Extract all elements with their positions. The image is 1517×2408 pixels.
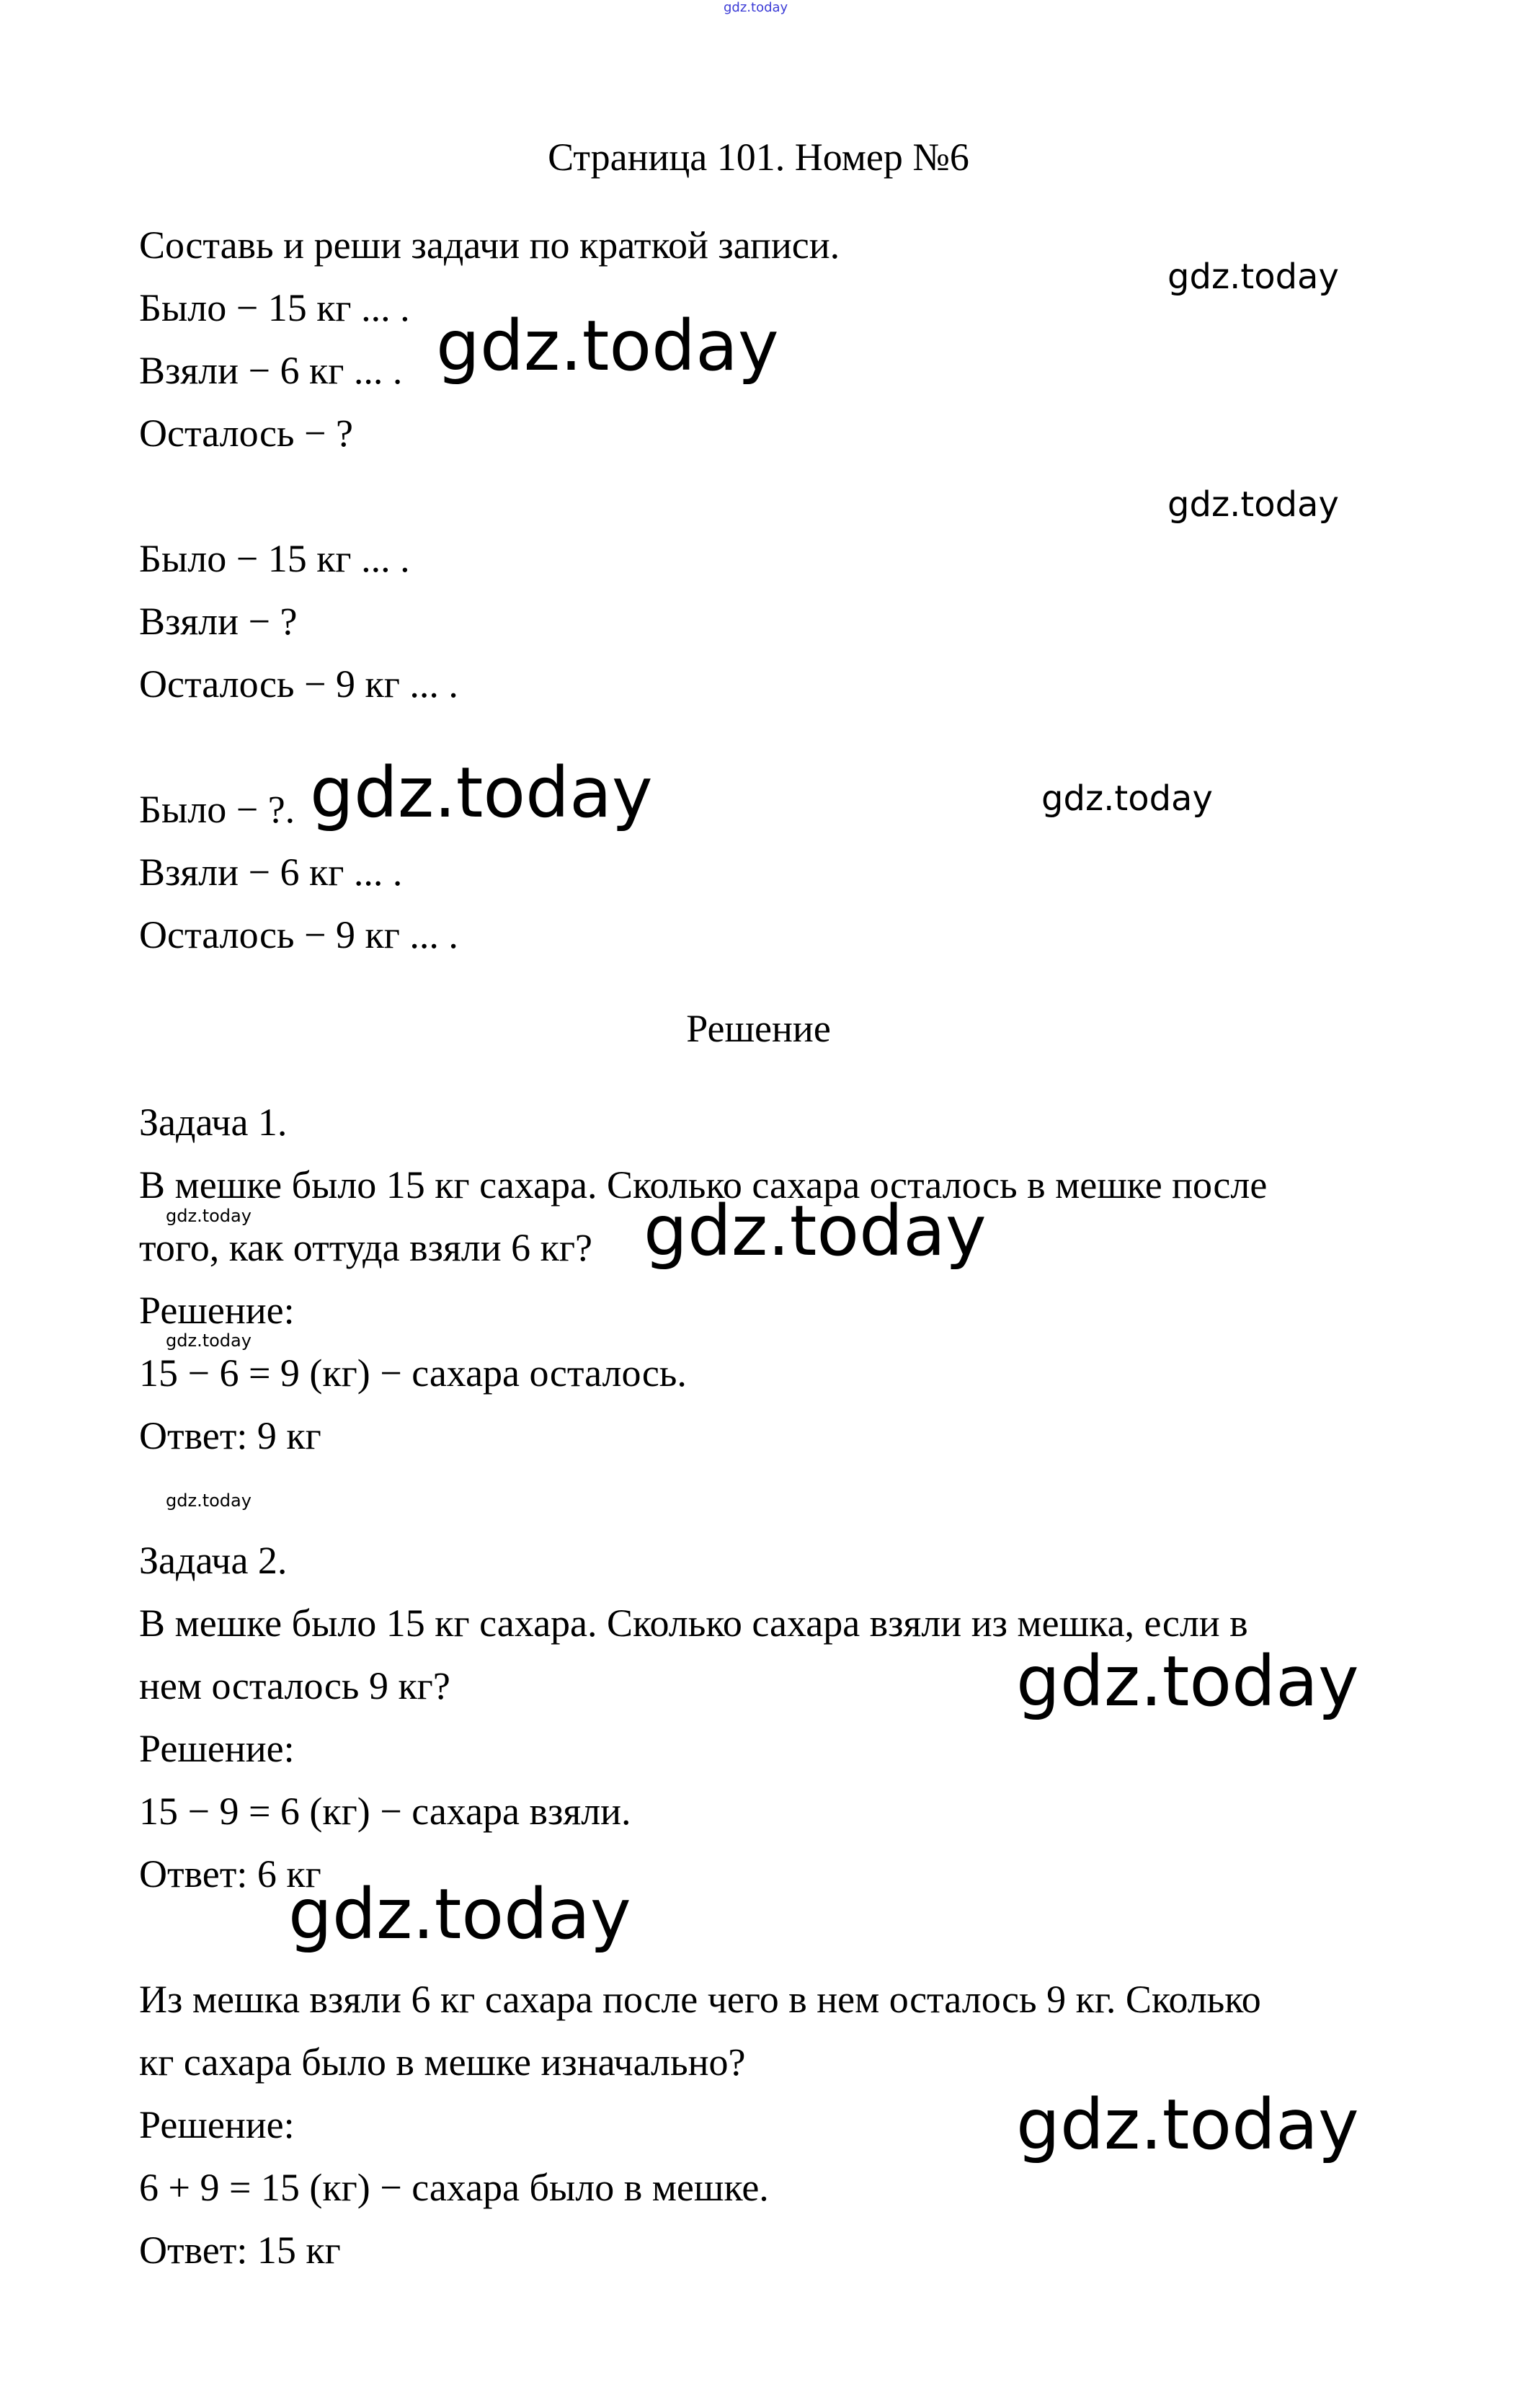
task-1-text-line-2: того, как оттуда взяли 6 кг?	[139, 1226, 592, 1269]
task-2-calc: 15 − 9 = 6 (кг) − сахара взяли.	[139, 1790, 631, 1833]
watermark: gdz.today	[1041, 778, 1213, 819]
record-3-line-1: Было − ?.	[139, 788, 295, 831]
task-3-text-line-1: Из мешка взяли 6 кг сахара после чего в нем осталось 9 кг. Сколько	[139, 1978, 1261, 2021]
watermark: gdz.today	[310, 752, 653, 833]
task-1-text-line-1: В мешке было 15 кг сахара. Сколько сахара осталось в мешке после	[139, 1163, 1268, 1207]
task-2-solution-label: Решение:	[139, 1727, 295, 1770]
watermark: gdz.today	[1016, 2084, 1359, 2165]
record-1-line-2: Взяли − 6 кг ... .	[139, 349, 403, 392]
task-2-title: Задача 2.	[139, 1539, 288, 1582]
task-2-text-line-2: нем осталось 9 кг?	[139, 1664, 450, 1707]
watermark: gdz.today	[644, 1191, 987, 1271]
task-2-answer: Ответ: 6 кг	[139, 1852, 321, 1896]
watermark: gdz.today	[166, 1490, 252, 1511]
watermark: gdz.today	[1016, 1641, 1359, 1722]
record-3-line-2: Взяли − 6 кг ... .	[139, 850, 403, 894]
watermark: gdz.today	[436, 306, 779, 386]
solution-heading: Решение	[686, 1007, 831, 1050]
record-1-line-1: Было − 15 кг ... .	[139, 286, 410, 329]
watermark: gdz.today	[166, 1330, 252, 1351]
task-1-calc: 15 − 6 = 9 (кг) − сахара осталось.	[139, 1351, 687, 1395]
task-1-title: Задача 1.	[139, 1101, 288, 1144]
task-2-text-line-1: В мешке было 15 кг сахара. Сколько сахара взяли из мешка, если в	[139, 1601, 1248, 1645]
record-2-line-2: Взяли − ?	[139, 600, 298, 643]
record-1-line-3: Осталось − ?	[139, 412, 353, 455]
instruction-text: Составь и реши задачи по краткой записи.	[139, 223, 840, 267]
task-3-answer: Ответ: 15 кг	[139, 2229, 341, 2272]
watermark: gdz.today	[166, 1206, 252, 1226]
watermark: gdz.today	[1167, 484, 1339, 525]
record-2-line-1: Было − 15 кг ... .	[139, 537, 410, 580]
record-3-line-3: Осталось − 9 кг ... .	[139, 913, 458, 956]
task-1-solution-label: Решение:	[139, 1289, 295, 1332]
task-3-calc: 6 + 9 = 15 (кг) − сахара было в мешке.	[139, 2166, 769, 2209]
task-1-answer: Ответ: 9 кг	[139, 1414, 321, 1457]
record-2-line-3: Осталось − 9 кг ... .	[139, 662, 458, 706]
watermark: gdz.today	[288, 1874, 631, 1955]
watermark: gdz.today	[1167, 257, 1339, 297]
page-title: Страница 101. Номер №6	[548, 135, 969, 179]
task-3-text-line-2: кг сахара было в мешке изначально?	[139, 2040, 746, 2084]
watermark-top: gdz.today	[724, 0, 788, 15]
task-3-solution-label: Решение:	[139, 2103, 295, 2146]
